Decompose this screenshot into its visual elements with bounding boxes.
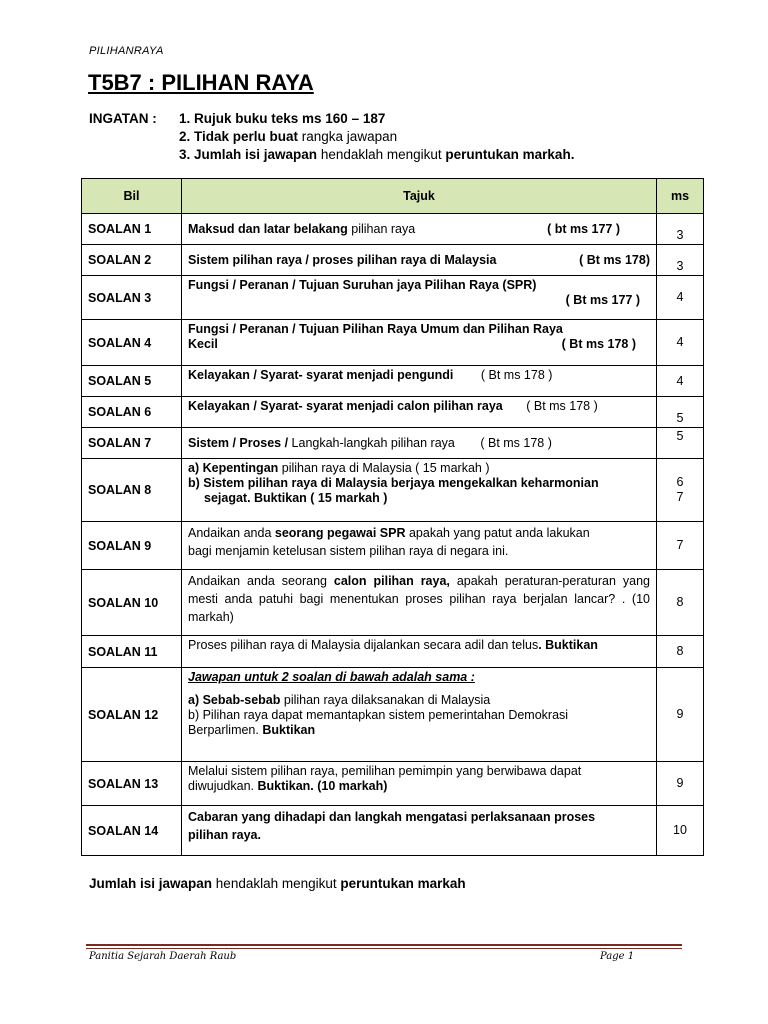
row-bil: SOALAN 10 bbox=[82, 570, 182, 636]
row-tajuk: Maksud dan latar belakang pilihan raya ( bt ms 177 ) bbox=[182, 214, 657, 245]
page-title: T5B7 : PILIHAN RAYA bbox=[88, 70, 314, 95]
table-row bbox=[82, 522, 704, 570]
row-bil: SOALAN 6 bbox=[82, 397, 182, 428]
row-bil: SOALAN 3 bbox=[82, 276, 182, 320]
row-ms: 3 bbox=[657, 245, 704, 276]
header-tajuk: Tajuk bbox=[182, 179, 657, 214]
row-bil: SOALAN 5 bbox=[82, 366, 182, 397]
header-label: PILIHANRAYA bbox=[89, 45, 164, 57]
table-row bbox=[82, 320, 704, 366]
row-tajuk: Jawapan untuk 2 soalan di bawah adalah sama : a) Sebab-sebab pilihan raya dilaksanakan di Malaysia b) Pilihan raya dapat memantapkan sistem pemerintahan Demokrasi Berparlimen. Buktikan bbox=[182, 668, 657, 762]
row-tajuk: Proses pilihan raya di Malaysia dijalankan secara adil dan telus. Buktikan bbox=[182, 636, 657, 668]
row-tajuk: Andaikan anda seorang calon pilihan raya, apakah peraturan-peraturan yang mesti anda patuhi bagi menentukan proses pilihan raya berjalan lancar? . (10 markah) bbox=[182, 570, 657, 636]
row-ms: 8 bbox=[657, 636, 704, 668]
row-ms: 4 bbox=[657, 366, 704, 397]
ingatan-item-3: 3. Jumlah isi jawapan hendaklah mengikut peruntukan markah. bbox=[179, 147, 575, 162]
ingatan-label: INGATAN : bbox=[89, 111, 157, 126]
footer-label: Panitia Sejarah Daerah Raub bbox=[89, 951, 237, 962]
bottom-note: Jumlah isi jawapan hendaklah mengikut peruntukan markah bbox=[89, 876, 466, 891]
header-ms: ms bbox=[657, 179, 704, 214]
row-tajuk: Melalui sistem pilihan raya, pemilihan pemimpin yang berwibawa dapat diwujudkan. Buktikan. (10 markah) bbox=[182, 762, 657, 806]
row-tajuk: Kelayakan / Syarat- syarat menjadi calon pilihan raya ( Bt ms 178 ) bbox=[182, 397, 657, 428]
table-row bbox=[82, 762, 704, 806]
footer-divider bbox=[86, 944, 682, 946]
row-ms: 5 bbox=[657, 428, 704, 459]
row-bil: SOALAN 11 bbox=[82, 636, 182, 668]
topics-table bbox=[81, 178, 704, 856]
row-tajuk: Andaikan anda seorang pegawai SPR apakah yang patut anda lakukan bagi menjamin ketelusan sistem pilihan raya di negara ini. bbox=[182, 522, 657, 570]
row-tajuk: Sistem pilihan raya / proses pilihan raya di Malaysia ( Bt ms 178) bbox=[182, 245, 657, 276]
row-tajuk: Cabaran yang dihadapi dan langkah mengatasi perlaksanaan proses pilihan raya. bbox=[182, 806, 657, 856]
row-tajuk: Sistem / Proses / Langkah-langkah pilihan raya ( Bt ms 178 ) bbox=[182, 428, 657, 459]
row-ms: 6 7 bbox=[657, 459, 704, 522]
row-bil: SOALAN 7 bbox=[82, 428, 182, 459]
row-ms: 8 bbox=[657, 570, 704, 636]
table-row bbox=[82, 428, 704, 459]
row-ms: 7 bbox=[657, 522, 704, 570]
row-tajuk: a) Kepentingan pilihan raya di Malaysia ( 15 markah ) b) Sistem pilihan raya di Malaysia berjaya mengekalkan keharmonian sejagat. Buktikan ( 15 markah ) bbox=[182, 459, 657, 522]
table-header-row bbox=[82, 179, 704, 214]
row-bil: SOALAN 13 bbox=[82, 762, 182, 806]
table-row bbox=[82, 276, 704, 320]
row-ms: 4 bbox=[657, 276, 704, 320]
row-ms: 9 bbox=[657, 668, 704, 762]
table-row bbox=[82, 214, 704, 245]
ingatan-item-1: 1. Rujuk buku teks ms 160 – 187 bbox=[179, 111, 386, 126]
table-row bbox=[82, 806, 704, 856]
table-row bbox=[82, 366, 704, 397]
row-bil: SOALAN 9 bbox=[82, 522, 182, 570]
row-tajuk: Fungsi / Peranan / Tujuan Pilihan Raya Umum dan Pilihan Raya Kecil ( Bt ms 178 ) bbox=[182, 320, 657, 366]
page-number: Page 1 bbox=[600, 951, 635, 962]
table-row bbox=[82, 636, 704, 668]
ingatan-item-2: 2. Tidak perlu buat rangka jawapan bbox=[179, 129, 398, 144]
row-tajuk: Fungsi / Peranan / Tujuan Suruhan jaya Pilihan Raya (SPR) ( Bt ms 177 ) bbox=[182, 276, 657, 320]
row-ms: 10 bbox=[657, 806, 704, 856]
table-row bbox=[82, 570, 704, 636]
row-ms: 3 bbox=[657, 214, 704, 245]
row-ms: 9 bbox=[657, 762, 704, 806]
row-bil: SOALAN 4 bbox=[82, 320, 182, 366]
row-bil: SOALAN 8 bbox=[82, 459, 182, 522]
table-row bbox=[82, 397, 704, 428]
row-ms: 5 bbox=[657, 397, 704, 428]
row-bil: SOALAN 14 bbox=[82, 806, 182, 856]
row-tajuk: Kelayakan / Syarat- syarat menjadi pengundi ( Bt ms 178 ) bbox=[182, 366, 657, 397]
table-row bbox=[82, 459, 704, 522]
row-bil: SOALAN 12 bbox=[82, 668, 182, 762]
table-row bbox=[82, 668, 704, 762]
row-ms: 4 bbox=[657, 320, 704, 366]
header-bil: Bil bbox=[82, 179, 182, 214]
table-row bbox=[82, 245, 704, 276]
row-bil: SOALAN 1 bbox=[82, 214, 182, 245]
row-bil: SOALAN 2 bbox=[82, 245, 182, 276]
footer-divider-thin bbox=[86, 948, 682, 949]
